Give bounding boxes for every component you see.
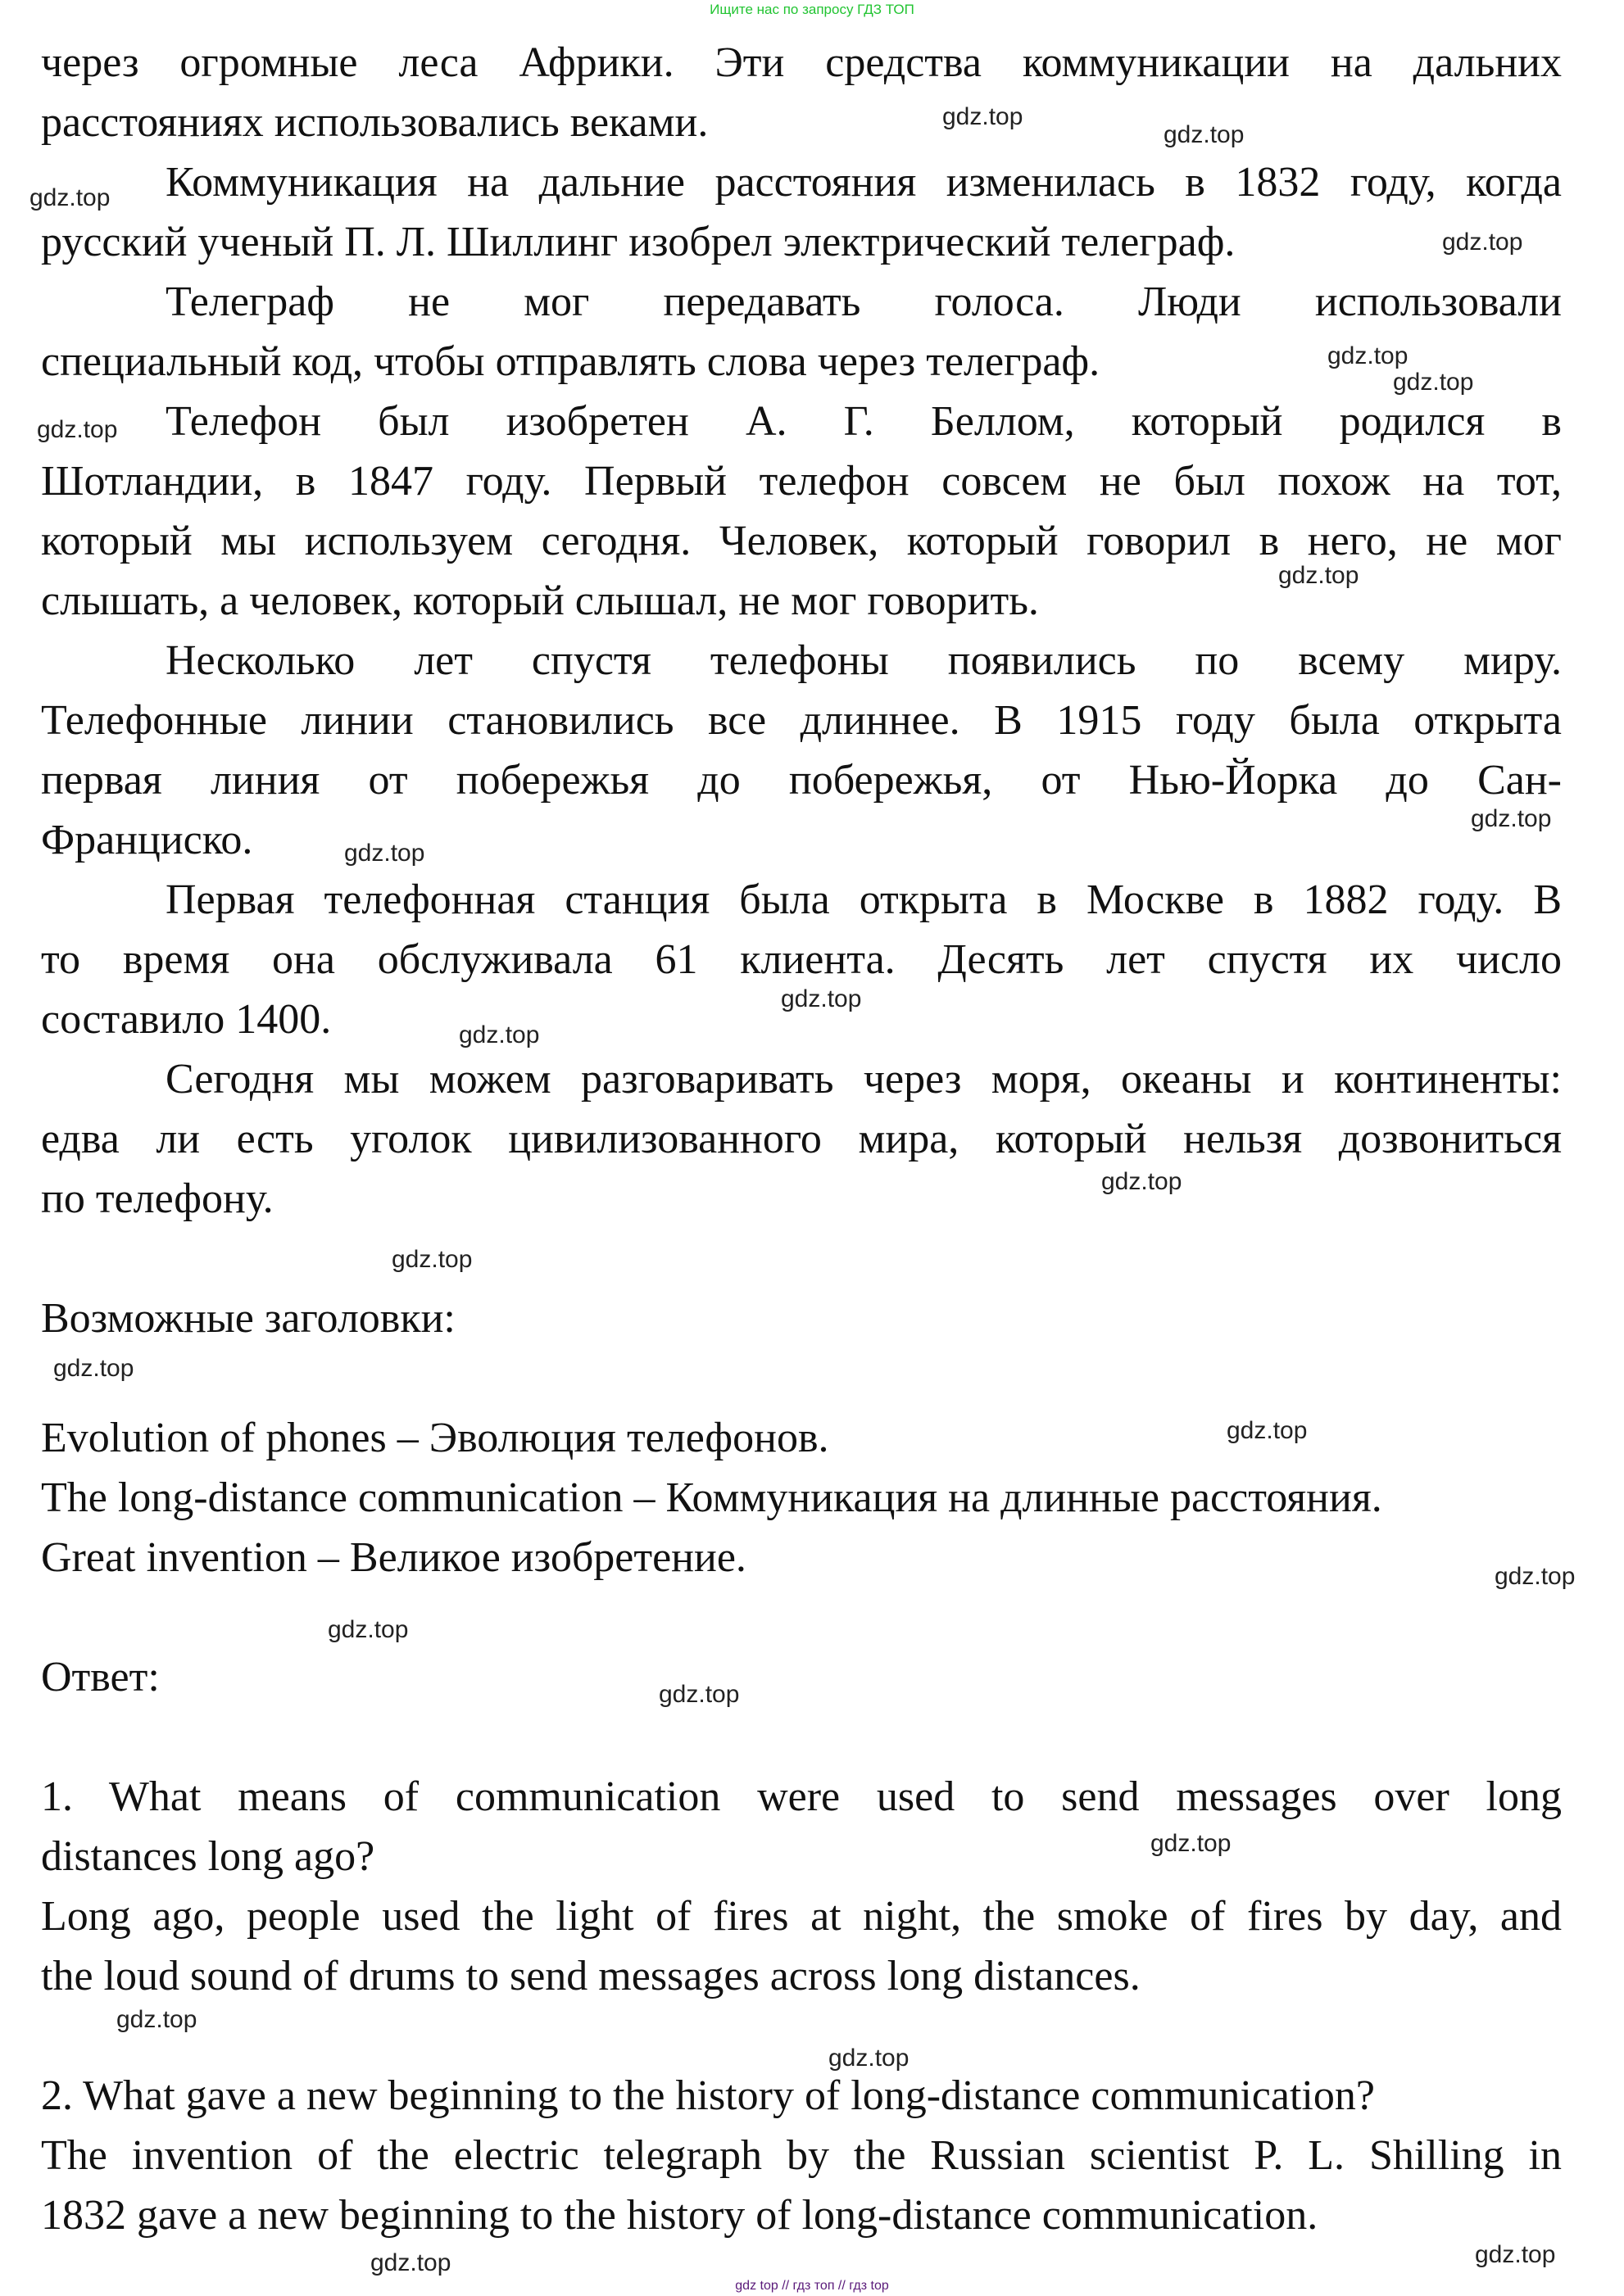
text-line: составило 1400. bbox=[41, 996, 332, 1043]
watermark: gdz.top bbox=[370, 2249, 451, 2276]
text-line: distances long ago? bbox=[41, 1833, 375, 1880]
text-line: Возможные заголовки: bbox=[41, 1295, 456, 1342]
watermark: gdz.top bbox=[1475, 2241, 1556, 2268]
text-line: Коммуникация на дальние расстояния изменилась в 1832 году, когда bbox=[166, 159, 1562, 206]
text-line: Сегодня мы можем разговаривать через моря, океаны и континенты: bbox=[166, 1056, 1562, 1103]
text-line: Evolution of phones – Эволюция телефонов. bbox=[41, 1415, 829, 1461]
blank-line bbox=[41, 1229, 1562, 1288]
watermark: gdz.top bbox=[659, 1681, 740, 1708]
text-line: Шотландии, в 1847 году. Первый телефон совсем не был похож на тот, bbox=[41, 458, 1562, 505]
text-line: Франциско. bbox=[41, 817, 253, 863]
footer-watermark: gdz top // гдз топ // гдз top bbox=[735, 2279, 889, 2293]
watermark: gdz.top bbox=[344, 840, 425, 867]
text-line: Long ago, people used the light of fires at night, the smoke of fires by day, and bbox=[41, 1893, 1562, 1940]
watermark: gdz.top bbox=[942, 103, 1023, 130]
text-line: едва ли есть уголок цивилизованного мира, который нельзя дозвониться bbox=[41, 1116, 1562, 1162]
text-line: Телефон был изобретен А. Г. Беллом, который родился в bbox=[166, 398, 1562, 445]
watermark: gdz.top bbox=[29, 184, 111, 211]
watermark: gdz.top bbox=[1101, 1168, 1182, 1195]
watermark: gdz.top bbox=[1442, 229, 1523, 256]
text-line: по телефону. bbox=[41, 1175, 274, 1222]
text-line: 1. What means of communication were used to send messages over long bbox=[41, 1773, 1562, 1820]
watermark: gdz.top bbox=[1278, 562, 1359, 589]
watermark: gdz.top bbox=[37, 416, 118, 443]
top-banner[interactable]: Ищите нас по запросу ГДЗ ТОП bbox=[710, 2, 914, 17]
blank-line bbox=[41, 1587, 1562, 1647]
text-line: 1832 gave a new beginning to the history of long-distance communication. bbox=[41, 2192, 1318, 2239]
text-line: специальный код, чтобы отправлять слова через телеграф. bbox=[41, 338, 1100, 385]
blank-line bbox=[41, 2006, 1562, 2066]
text-line: слышать, а человек, который слышал, не мог говорить. bbox=[41, 577, 1039, 624]
watermark: gdz.top bbox=[1150, 1830, 1232, 1857]
text-line: Телеграф не мог передавать голоса. Люди использовали bbox=[166, 279, 1562, 325]
text-line: Great invention – Великое изобретение. bbox=[41, 1534, 746, 1581]
text-line: через огромные леса Африки. Эти средства коммуникации на дальних bbox=[41, 39, 1562, 86]
text-line: The long-distance communication – Коммуникация на длинные расстояния. bbox=[41, 1474, 1382, 1521]
watermark: gdz.top bbox=[1495, 1563, 1576, 1590]
watermark: gdz.top bbox=[1227, 1417, 1308, 1444]
text-line: Первая телефонная станция была открыта в Москве в 1882 году. В bbox=[166, 876, 1562, 923]
blank-line bbox=[41, 1707, 1562, 1767]
text-line: расстояниях использовались веками. bbox=[41, 99, 709, 146]
text-line: the loud sound of drums to send messages across long distances. bbox=[41, 1953, 1141, 1999]
text-line: русский ученый П. Л. Шиллинг изобрел электрический телеграф. bbox=[41, 219, 1236, 265]
text-line: первая линия от побережья до побережья, от Нью-Йорка до Сан- bbox=[41, 757, 1562, 804]
text-line: который мы используем сегодня. Человек, который говорил в него, не мог bbox=[41, 518, 1562, 564]
text-line: The invention of the electric telegraph by the Russian scientist P. L. Shilling in bbox=[41, 2132, 1562, 2179]
text-line: Ответ: bbox=[41, 1654, 160, 1700]
text-line: Несколько лет спустя телефоны появились по всему миру. bbox=[166, 637, 1562, 684]
text-line: Телефонные линии становились все длиннее. В 1915 году была открыта bbox=[41, 697, 1562, 744]
watermark: gdz.top bbox=[1393, 369, 1474, 396]
watermark: gdz.top bbox=[1471, 805, 1552, 832]
watermark: gdz.top bbox=[781, 985, 862, 1012]
watermark: gdz.top bbox=[53, 1355, 134, 1382]
watermark: gdz.top bbox=[328, 1616, 409, 1643]
text-line: то время она обслуживала 61 клиента. Десять лет спустя их число bbox=[41, 936, 1562, 983]
watermark: gdz.top bbox=[1327, 342, 1409, 369]
watermark: gdz.top bbox=[116, 2006, 197, 2033]
watermark: gdz.top bbox=[459, 1021, 540, 1048]
watermark: gdz.top bbox=[828, 2045, 910, 2072]
blank-line bbox=[41, 1348, 1562, 1408]
text-line: 2. What gave a new beginning to the history of long-distance communication? bbox=[41, 2072, 1375, 2119]
watermark: gdz.top bbox=[1164, 121, 1245, 148]
watermark: gdz.top bbox=[392, 1246, 473, 1273]
